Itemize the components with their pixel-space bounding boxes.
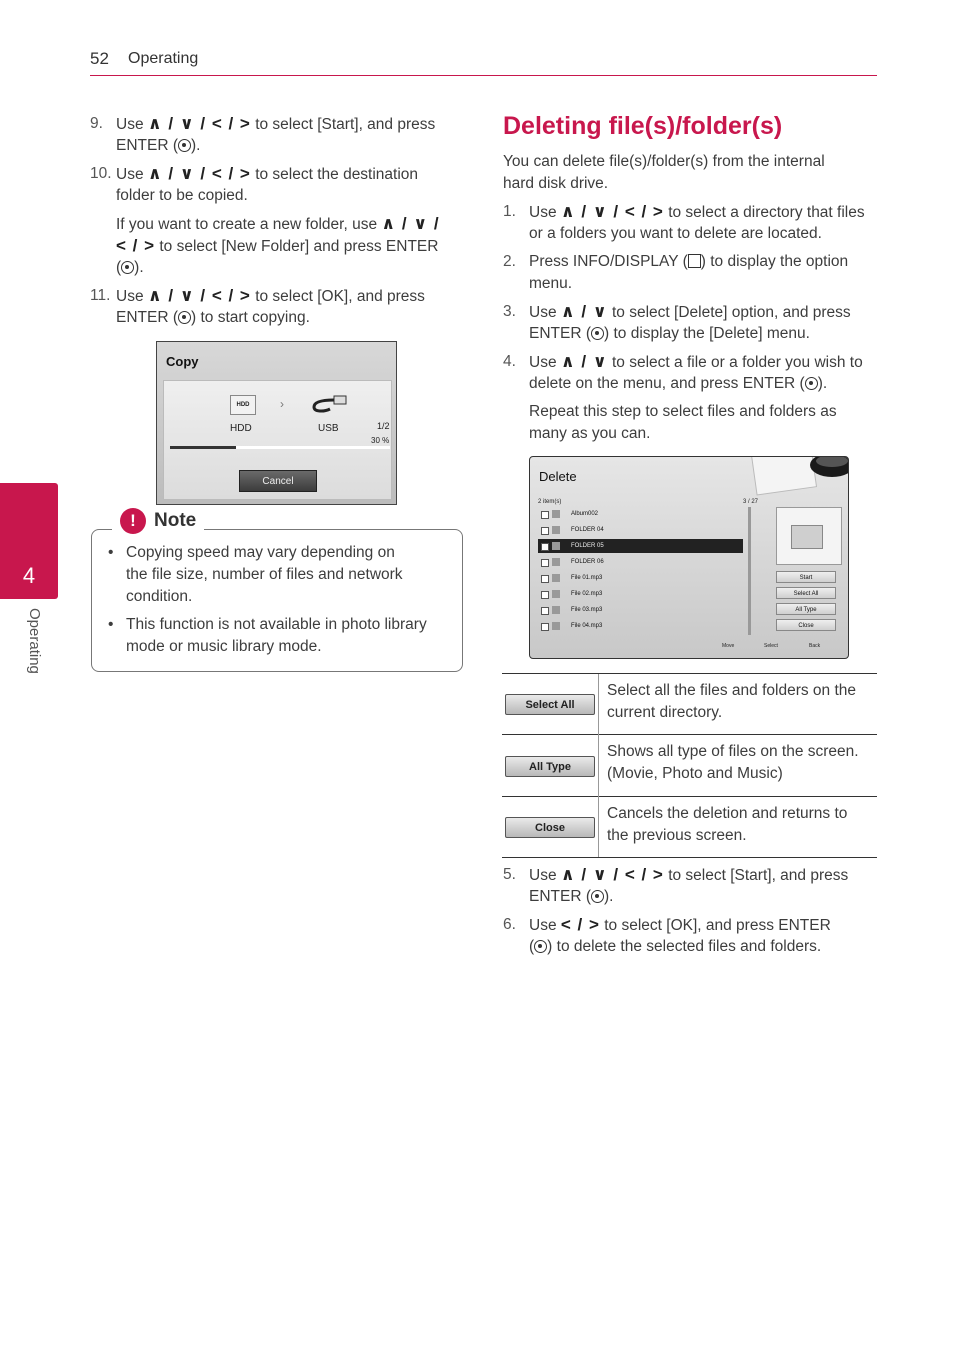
table-row-desc bbox=[607, 741, 875, 785]
music-icon bbox=[552, 590, 560, 598]
step-11-line2 bbox=[116, 307, 310, 329]
chapter-label-text: Operating bbox=[26, 608, 43, 674]
footer-select: Select bbox=[764, 643, 778, 649]
note-bullet bbox=[126, 542, 403, 608]
step-4-number: 4. bbox=[503, 353, 516, 370]
text: ) to display the option bbox=[700, 253, 849, 270]
thumbnail-icon bbox=[552, 510, 560, 518]
list-item[interactable] bbox=[538, 523, 743, 537]
step-11-line1 bbox=[116, 285, 425, 308]
select-all-button: Select All bbox=[505, 694, 595, 715]
note-line: • This function is not available in photo library bbox=[126, 616, 427, 633]
text: ENTER ( bbox=[116, 309, 178, 326]
dest-label: USB bbox=[318, 423, 339, 434]
checkbox-icon bbox=[541, 575, 549, 583]
step-3-number: 3. bbox=[503, 303, 516, 320]
list-item-label: File 04.mp3 bbox=[571, 623, 603, 629]
start-button[interactable]: Start bbox=[776, 571, 836, 583]
note-title: Note bbox=[154, 510, 197, 531]
checkbox-icon bbox=[541, 511, 549, 519]
list-item-label: File 03.mp3 bbox=[571, 607, 603, 613]
section-heading: Deleting file(s)/folder(s) bbox=[503, 112, 783, 140]
list-item[interactable] bbox=[538, 619, 743, 633]
usb-icon bbox=[308, 393, 348, 415]
checkbox-icon bbox=[541, 607, 549, 615]
desc-line: (Movie, Photo and Music) bbox=[607, 765, 783, 782]
enter-icon bbox=[178, 139, 191, 152]
step-10-extra-line2 bbox=[116, 235, 438, 258]
arrow-keys-icon: ∧ / ∨ bbox=[560, 302, 608, 321]
list-item-label: FOLDER 05 bbox=[571, 543, 604, 549]
text: Use bbox=[529, 917, 557, 934]
desc-line: Select all the files and folders on the bbox=[607, 682, 857, 699]
progress-percent: 30 % bbox=[371, 436, 390, 445]
list-item[interactable] bbox=[538, 555, 743, 569]
file-counter: 1/2 bbox=[377, 421, 390, 431]
text: to select the destination bbox=[255, 166, 419, 183]
all-type-button: All Type bbox=[505, 756, 595, 777]
step-10-number: 10. bbox=[90, 165, 112, 182]
intro-line: You can delete file(s)/folder(s) from the internal bbox=[503, 153, 825, 170]
step-2-line1 bbox=[529, 251, 848, 273]
chapter-number: 4 bbox=[22, 563, 36, 588]
arrow-keys-icon: ∧ / ∨ / < / > bbox=[560, 865, 664, 884]
desc-line: the previous screen. bbox=[607, 827, 747, 844]
text: to select [New Folder] and press ENTER bbox=[159, 238, 439, 255]
close-button: Close bbox=[505, 817, 595, 838]
text: delete on the menu, and press ENTER ( bbox=[529, 375, 805, 392]
arrow-keys-icon: < / > bbox=[560, 915, 600, 934]
text: ). bbox=[604, 888, 614, 905]
folder-icon bbox=[791, 525, 823, 549]
step-3-line2 bbox=[529, 323, 810, 345]
checkbox-icon bbox=[541, 591, 549, 599]
arrow-keys-icon: < / > bbox=[116, 236, 156, 255]
preview-pane bbox=[776, 507, 842, 565]
list-item-label: File 01.mp3 bbox=[571, 575, 603, 581]
chapter-label bbox=[23, 608, 43, 698]
table-row-desc bbox=[607, 680, 875, 724]
step-6-line2 bbox=[529, 936, 821, 958]
step-2-number: 2. bbox=[503, 253, 516, 270]
folder-icon bbox=[552, 558, 560, 566]
step-10-line2: folder to be copied. bbox=[116, 187, 248, 204]
step-5-line1 bbox=[529, 864, 848, 887]
footer-move: Move bbox=[722, 643, 735, 649]
text: ENTER ( bbox=[116, 137, 178, 154]
note-line: • Copying speed may vary depending on bbox=[126, 544, 395, 561]
desc-line: Cancels the deletion and returns to bbox=[607, 805, 848, 822]
table-rule bbox=[502, 857, 877, 858]
text: to select a directory that files bbox=[668, 204, 865, 221]
step-4-extra-line: Repeat this step to select files and folders as bbox=[529, 403, 837, 420]
text: Use bbox=[116, 288, 144, 305]
text: Press INFO/DISPLAY ( bbox=[529, 253, 688, 270]
arrow-keys-icon: ∧ / ∨ / < / > bbox=[147, 164, 251, 183]
step-11-number: 11. bbox=[90, 287, 111, 304]
text: to select [OK], and press ENTER bbox=[604, 917, 831, 934]
header-rule bbox=[90, 75, 877, 76]
table-rule bbox=[502, 796, 877, 797]
arrow-keys-icon: ∧ / ∨ / < / > bbox=[147, 114, 251, 133]
arrow-keys-icon: ∧ / ∨ / bbox=[381, 214, 440, 233]
note-bullet bbox=[126, 614, 427, 658]
step-5-line2 bbox=[529, 886, 613, 908]
desc-line: current directory. bbox=[607, 704, 723, 721]
enter-icon bbox=[805, 377, 818, 390]
music-icon bbox=[552, 622, 560, 630]
step-5-number: 5. bbox=[503, 866, 516, 883]
copy-dialog bbox=[156, 341, 397, 505]
table-row-desc bbox=[607, 803, 875, 847]
step-10-line1 bbox=[116, 163, 418, 186]
step-1-line1 bbox=[529, 201, 865, 224]
step-4-extra-line: many as you can. bbox=[529, 425, 651, 442]
text: ENTER ( bbox=[529, 325, 591, 342]
step-3-line1 bbox=[529, 301, 851, 324]
checkbox-icon bbox=[541, 559, 549, 567]
step-9-number: 9. bbox=[90, 115, 103, 132]
list-item[interactable] bbox=[538, 587, 743, 601]
text: Use bbox=[529, 354, 557, 371]
checkbox-icon bbox=[541, 527, 549, 535]
progress-bar bbox=[170, 446, 390, 449]
enter-icon bbox=[591, 890, 604, 903]
delete-dialog-title: Delete bbox=[539, 469, 577, 484]
list-position: 3 / 27 bbox=[743, 499, 759, 505]
select-all-button[interactable]: Select All bbox=[776, 587, 836, 599]
text: to select [Delete] option, and press bbox=[611, 304, 851, 321]
text: to select [Start], and press bbox=[255, 116, 436, 133]
decoration-image bbox=[744, 456, 849, 503]
progress-fill bbox=[170, 446, 236, 449]
step-1-line2: or a folders you want to delete are located. bbox=[529, 225, 822, 242]
note-line: condition. bbox=[126, 588, 193, 605]
list-item[interactable] bbox=[538, 603, 743, 617]
note-header bbox=[112, 508, 204, 538]
enter-icon bbox=[591, 327, 604, 340]
enter-icon bbox=[121, 261, 134, 274]
chapter-tab bbox=[0, 483, 58, 599]
delete-dialog bbox=[529, 456, 849, 659]
text: to select [OK], and press bbox=[255, 288, 425, 305]
list-item-label: FOLDER 04 bbox=[571, 527, 604, 533]
hdd-icon: HDD bbox=[230, 395, 256, 415]
text: ) to start copying. bbox=[191, 309, 310, 326]
music-icon bbox=[552, 574, 560, 582]
page-number: 52 bbox=[90, 49, 109, 68]
step-10-extra-line3 bbox=[116, 257, 144, 279]
footer-back: Back bbox=[809, 643, 821, 649]
text: Use bbox=[529, 304, 557, 321]
close-button[interactable]: Close bbox=[776, 619, 836, 631]
exclamation-icon: ! bbox=[120, 508, 146, 534]
text: ). bbox=[134, 259, 144, 276]
step-6-number: 6. bbox=[503, 916, 516, 933]
list-item-label: Album002 bbox=[571, 511, 599, 517]
copy-dialog-body bbox=[163, 380, 392, 500]
arrow-keys-icon: ∧ / ∨ / < / > bbox=[147, 286, 251, 305]
text: ). bbox=[191, 137, 201, 154]
table-rule bbox=[502, 673, 877, 674]
note-line: mode or music library mode. bbox=[126, 638, 322, 655]
text: Use bbox=[116, 166, 144, 183]
text: ( bbox=[529, 938, 535, 955]
enter-icon bbox=[178, 311, 191, 324]
section-title: Operating bbox=[128, 50, 199, 67]
note-line: the file size, number of files and network bbox=[126, 566, 403, 583]
list-item[interactable] bbox=[538, 571, 743, 585]
checkbox-icon bbox=[541, 543, 549, 551]
desc-line: Shows all type of files on the screen. bbox=[607, 743, 859, 760]
cancel-button[interactable]: Cancel bbox=[239, 470, 317, 492]
step-6-line1 bbox=[529, 914, 831, 937]
step-10-extra-line1 bbox=[116, 213, 440, 236]
table-divider bbox=[598, 674, 599, 857]
arrow-keys-icon: ∧ / ∨ / < / > bbox=[560, 202, 664, 221]
chevron-right-icon: › bbox=[280, 397, 284, 411]
text: Use bbox=[529, 867, 557, 884]
table-rule bbox=[502, 734, 877, 735]
step-2-line2: menu. bbox=[529, 275, 573, 292]
enter-icon bbox=[534, 940, 547, 953]
source-label: HDD bbox=[230, 423, 252, 434]
arrow-keys-icon: ∧ / ∨ bbox=[560, 352, 608, 371]
step-9-line1 bbox=[116, 113, 435, 136]
step-4-line2 bbox=[529, 373, 827, 395]
list-item[interactable] bbox=[538, 507, 743, 521]
text: ) to display the [Delete] menu. bbox=[604, 325, 810, 342]
text: ). bbox=[817, 375, 828, 392]
text: ( bbox=[116, 259, 122, 276]
step-1-number: 1. bbox=[503, 203, 516, 220]
text: Use bbox=[529, 204, 557, 221]
intro-line: hard disk drive. bbox=[503, 175, 609, 192]
list-item-label: FOLDER 06 bbox=[571, 559, 604, 565]
all-type-button[interactable]: All Type bbox=[776, 603, 836, 615]
copy-dialog-title: Copy bbox=[166, 354, 199, 369]
list-item-selected[interactable] bbox=[538, 539, 743, 553]
info-display-icon bbox=[688, 254, 701, 268]
text: to select [Start], and press bbox=[668, 867, 849, 884]
text: Use bbox=[116, 116, 144, 133]
step-4-line1 bbox=[529, 351, 863, 374]
text: to select a file or a folder you wish to bbox=[611, 354, 863, 371]
step-9-line2 bbox=[116, 135, 200, 157]
list-item-label: File 02.mp3 bbox=[571, 591, 603, 597]
folder-icon bbox=[552, 542, 560, 550]
items-count: 2 item(s) bbox=[538, 499, 562, 505]
scrollbar[interactable] bbox=[748, 507, 751, 635]
folder-icon bbox=[552, 526, 560, 534]
text: ) to delete the selected files and folders. bbox=[547, 938, 822, 955]
text: ENTER ( bbox=[529, 888, 591, 905]
checkbox-icon bbox=[541, 623, 549, 631]
music-icon bbox=[552, 606, 560, 614]
text: If you want to create a new folder, use bbox=[116, 216, 378, 233]
